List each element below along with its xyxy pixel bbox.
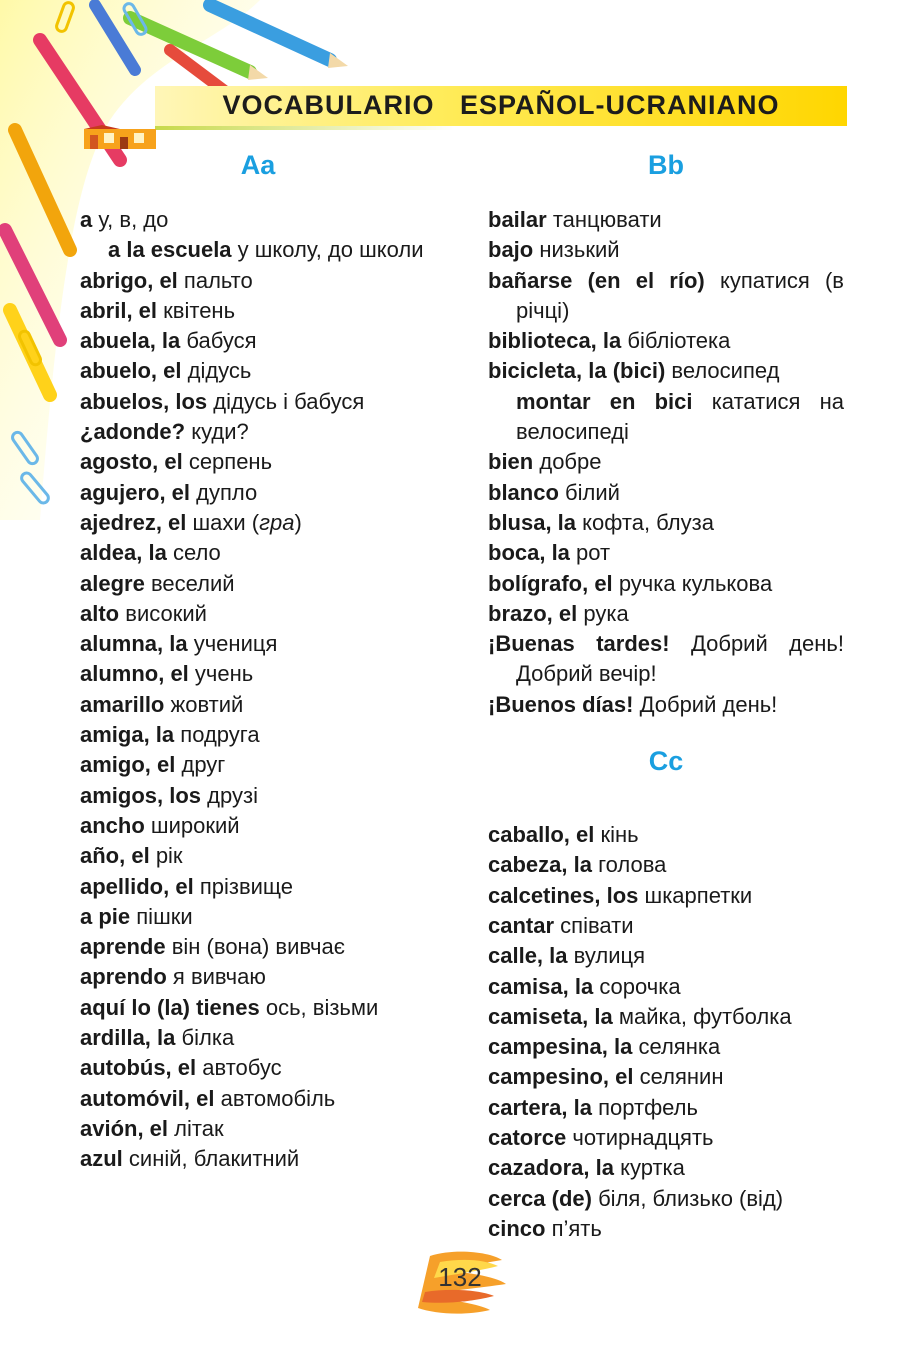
list-item: calcetines, los шкарпетки (488, 882, 753, 908)
list-item: ardilla, la білка (80, 1025, 235, 1051)
list-item: alumna, la учениця (80, 631, 278, 657)
list-item: aldea, la село (80, 540, 221, 566)
list-item: año, el рік (80, 843, 183, 869)
list-item: campesina, la селянка (488, 1034, 721, 1060)
village-houses-icon (84, 125, 156, 149)
section-letter-b: Bb (648, 150, 684, 180)
list-item: amigos, los друзі (80, 782, 258, 808)
list-item: caballo, el кінь (488, 822, 639, 848)
list-item: blusa, la кофта, блуза (488, 509, 714, 535)
section-letter-c: Cc (648, 746, 684, 777)
list-item: ¿adonde? куди? (80, 419, 249, 445)
page-number: 132 (438, 1262, 482, 1292)
list-item: ancho широкий (80, 812, 240, 838)
list-item: abuelos, los дідусь і бабуся (80, 388, 365, 414)
list-item: brazo, el рука (488, 600, 629, 626)
list-item: aprendo я вивчаю (80, 964, 266, 990)
list-item: azul синій, блакитний (80, 1146, 300, 1172)
list-item: agujero, el дупло (80, 479, 258, 505)
list-item: montar en bici кататися на велосипеді (516, 388, 844, 445)
list-item: bien добре (488, 449, 602, 475)
list-item: ¡Buenos días! Добрий день! (488, 691, 778, 717)
section-gap (488, 720, 844, 820)
list-item: bicicleta, la (bici) велосипед (488, 358, 780, 384)
list-item: blanco білий (488, 479, 620, 505)
list-item: a pie пішки (80, 903, 193, 929)
list-item: avión, el літак (80, 1115, 224, 1141)
list-item: a у, в, до (80, 207, 169, 232)
page-title: VOCABULARIO ESPAÑOL-UCRANIANO (222, 90, 780, 120)
list-item: abuela, la бабуся (80, 328, 257, 354)
title-underline (155, 126, 455, 130)
list-item: camisa, la сорочка (488, 973, 681, 999)
list-item: camiseta, la майка, футболка (488, 1003, 792, 1029)
list-item: cinco п’ять (488, 1215, 602, 1241)
list-item: ajedrez, el шахи (гра) (80, 509, 302, 535)
list-item: abril, el квітень (80, 297, 236, 323)
list-item: alumno, el учень (80, 661, 254, 687)
list-item: ¡Buenas tardes! Добрий день! Добрий вечір! (488, 631, 844, 687)
list-item: amarillo жовтий (80, 691, 244, 717)
list-item: aprende він (вона) вивчає (80, 934, 345, 960)
list-item: aquí lo (la) tienes ось, візьми (80, 994, 379, 1020)
list-item: agosto, el серпень (80, 449, 273, 475)
list-item: bolígrafo, el ручка кулькова (488, 570, 773, 596)
section-letter-a: Aa (240, 150, 276, 180)
list-item: amiga, la подруга (80, 722, 260, 748)
list-item: abuelo, el дідусь (80, 358, 252, 384)
list-item: boca, la рот (488, 540, 611, 566)
list-item: campesino, el селянин (488, 1064, 724, 1090)
list-item: cazadora, la куртка (488, 1155, 685, 1181)
list-item: apellido, el прізвище (80, 873, 294, 899)
list-item: a la escuela у школу, до школи (108, 237, 424, 263)
list-item: biblioteca, la бібліотека (488, 328, 731, 354)
list-item: bailar танцювати (488, 207, 662, 232)
list-item: cartera, la портфель (488, 1094, 698, 1120)
list-item: cantar співати (488, 912, 634, 938)
list-item: cabeza, la голова (488, 852, 667, 878)
list-item: alto високий (80, 600, 207, 626)
list-item: catorce чотирнадцять (488, 1125, 714, 1151)
list-item: autobús, el автобус (80, 1055, 282, 1081)
list-item: cerca (de) біля, близько (від) (488, 1185, 784, 1211)
title-band (155, 86, 847, 126)
list-item: alegre веселий (80, 570, 235, 596)
list-item: amigo, el друг (80, 752, 226, 778)
list-item: automóvil, el автомобіль (80, 1085, 336, 1111)
list-item: bañarse (en el río) купатися (в річці) (488, 267, 844, 323)
list-item: bajo низький (488, 237, 620, 263)
column-b-c (488, 205, 844, 1244)
list-item: calle, la вулиця (488, 943, 646, 969)
list-item: abrigo, el пальто (80, 267, 253, 293)
column-a (80, 205, 436, 1175)
